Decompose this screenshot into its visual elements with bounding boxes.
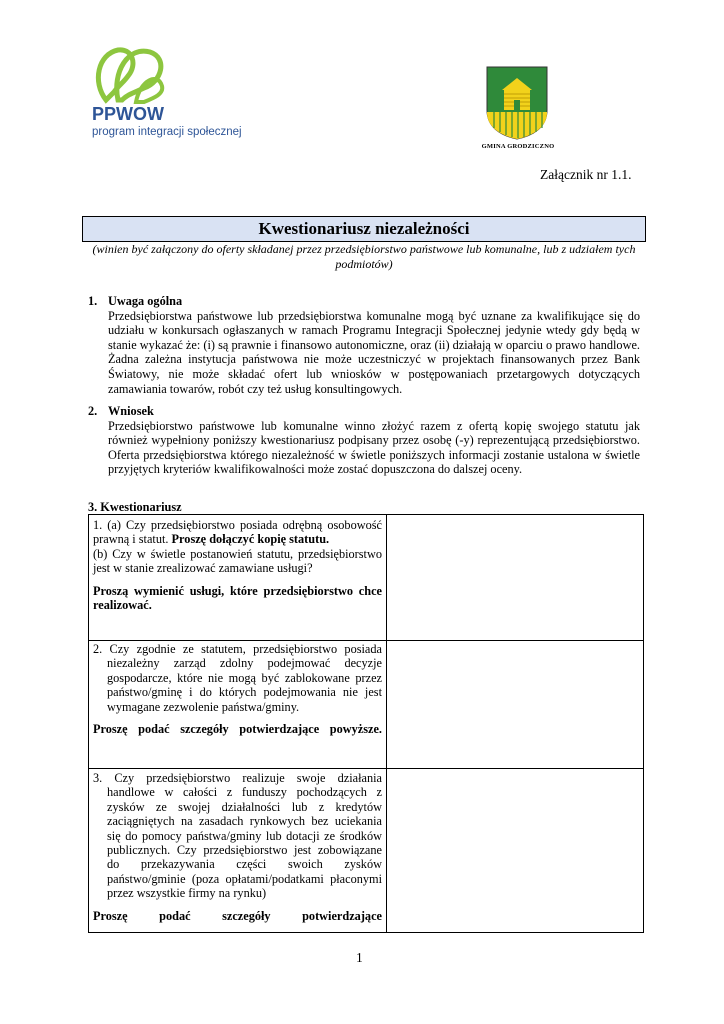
section-body: Przedsiębiorstwa państwowe lub przedsiębiorstwa komunalne mogą być uznane za kwalifikujące się do udziału w konkursach ogłaszanych w ramach Programu Integracji Społecznej jedynie wtedy gdy będą w stanie wykazać że: (i) są prawnie i finansowo autonomiczne, oraz (ii) działają w oparciu o prawo handlowe. Żadna zależna instytucja państwowa nie może uczestniczyć w projektach finansowanych przez Bank Światowy, nie może składać ofert lub wniosków w postępowaniach przetargowych dotyczących zamawiania towarów, robót czy też usług konsultingowych. xyxy=(108,308,640,396)
document-subtitle: (winien być załączony do oferty składanej przez przedsiębiorstwo państwowe lub komunalne, lub z udziałem tych podmiotów) xyxy=(92,242,636,271)
logo-text-sub: program integracji społecznej xyxy=(92,126,242,138)
question-1b-text: (b) Czy w świetle postanowień statutu, przedsiębiorstwo jest w stanie zrealizować zamawiane usługi? xyxy=(93,546,382,576)
section-heading: Wniosek xyxy=(108,404,154,418)
question-1a xyxy=(93,518,382,547)
crest-graphic xyxy=(486,66,548,140)
questionnaire-table xyxy=(88,514,644,933)
question-2 xyxy=(93,642,382,736)
questionnaire-heading: 3. Kwestionariusz xyxy=(88,500,182,514)
ppwow-logo xyxy=(88,42,268,147)
section-general-note xyxy=(88,294,640,396)
table-row-divider xyxy=(89,640,643,641)
table-column-divider xyxy=(386,515,387,932)
section-number: 1. xyxy=(88,294,98,308)
section-body: Przedsiębiorstwo państwowe lub komunalne winno złożyć razem z ofertą kopię swojego statutu jak również wypełniony poniższy kwestionariusz podpisany przez osobę (-y) reprezentującą przedsiębiorstwo. Oferta przedsiębiorstwa którego niezależność w świetle poniższych informacji zostanie ustalona w świetle przyjętych kryteriów kwalifikowalności może zostać dopuszczona do dalszej oceny. xyxy=(108,418,640,477)
page-number: 1 xyxy=(356,950,363,965)
section-heading: Uwaga ogólna xyxy=(108,294,183,308)
section-number: 2. xyxy=(88,404,98,418)
question-3-request: Proszę podać szczegóły potwierdzające xyxy=(93,908,382,923)
attachment-label: Załącznik nr 1.1. xyxy=(540,167,632,182)
question-1a-text: 1. (a) Czy przedsiębiorstwo posiada odrębną osobowość prawną i statut. xyxy=(93,518,382,547)
question-3 xyxy=(93,771,382,923)
question-3-text: 3. Czy przedsiębiorstwo realizuje swoje działania handlowe w całości z funduszy pochodzących z zysków ze swojej działalności lub z kredytów zaciągniętych na zasadach rynkowych bez uciekania się do pomocy państwa/gminy lub dotacji ze środków publicznych. Czy przedsiębiorstwo jest zobowiązane do przekazywania części swoich zysków państwo/gminie (poza opłatami/podatkami płaconymi przez wszystkie firmy na rynku) xyxy=(93,771,382,901)
table-row-divider xyxy=(89,768,643,769)
question-1 xyxy=(93,518,382,612)
crest-caption: GMINA GRODZICZNO xyxy=(481,143,555,150)
question-2-request: Proszę podać szczegóły potwierdzające powyższe. xyxy=(93,722,382,737)
question-1-request: Proszą wymienić usługi, które przedsiębiorstwo chce realizować. xyxy=(93,583,382,613)
gmina-crest xyxy=(486,66,548,140)
document-title: Kwestionariusz niezależności xyxy=(82,216,646,242)
question-1a-request: Proszę dołączyć kopię statutu. xyxy=(171,532,330,547)
logo-text-main: PPWOW xyxy=(92,104,164,124)
question-2-text: 2. Czy zgodnie ze statutem, przedsiębiorstwo posiada niezależny zarząd zdolny podejmować decyzje gospodarcze, które nie mogą być zablokowane przez państwo/gminę i do których podejmowania nie jest wymagane zezwolenie państwa/gminy. xyxy=(93,642,382,714)
ppwow-logo-graphic xyxy=(88,42,268,147)
section-application xyxy=(88,404,640,477)
